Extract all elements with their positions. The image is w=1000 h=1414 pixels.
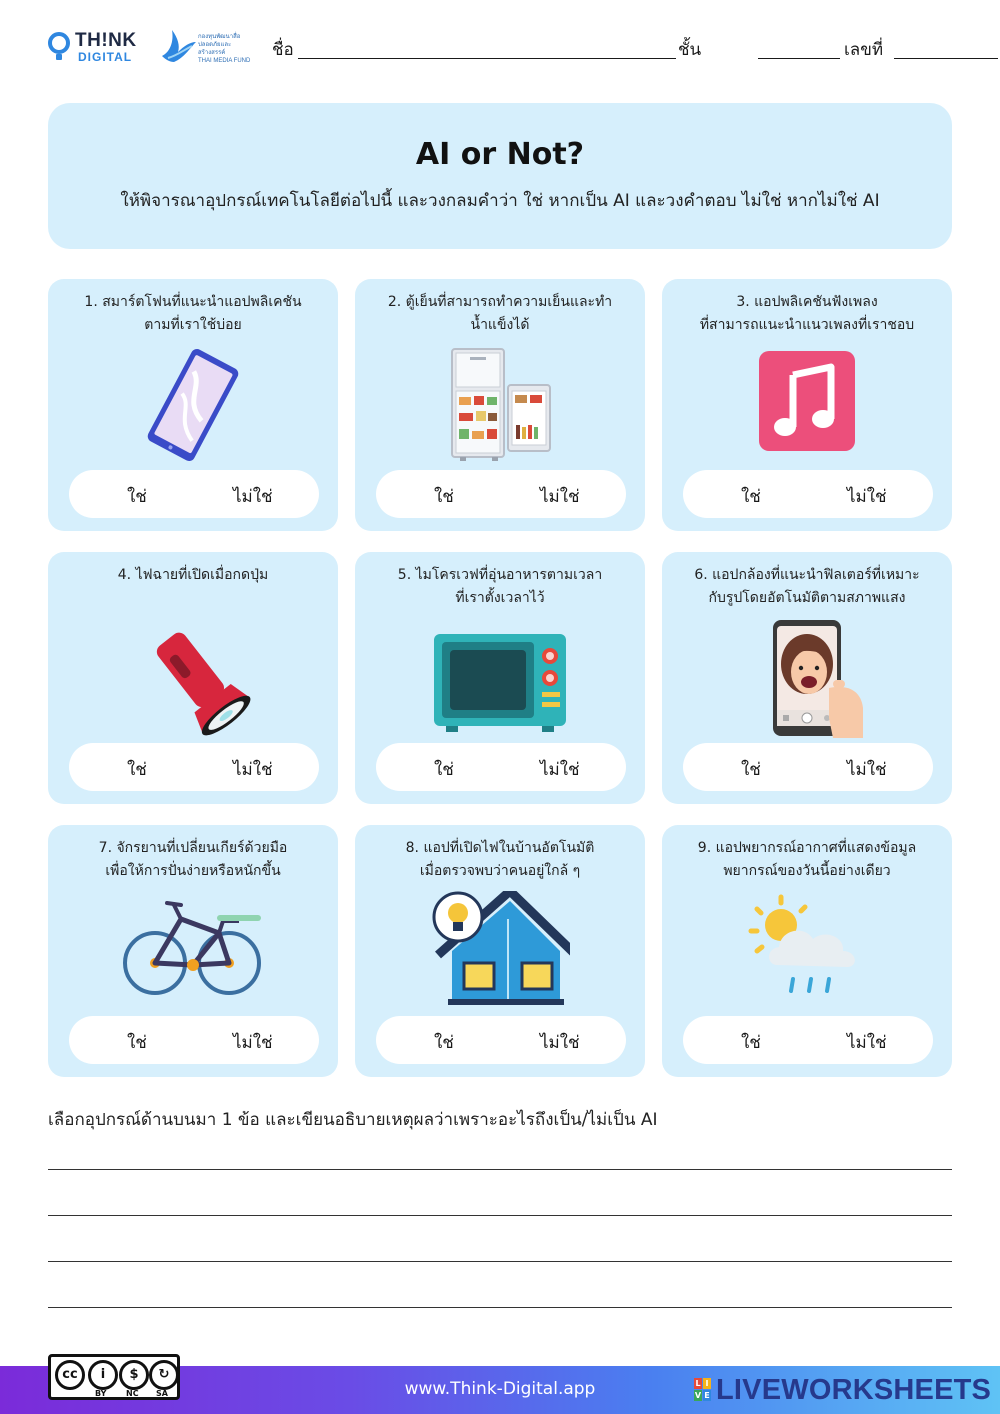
question-text: 6. แอปกล้องที่แนะนำฟิลเตอร์ที่เหมาะ (694, 567, 920, 583)
class-field[interactable] (758, 58, 840, 59)
writing-prompt: เลือกอุปกรณ์ด้านบนมา 1 ข้อ และเขียนอธิบายเหตุผลว่าเพราะอะไรถึงเป็น/ไม่เป็น AI (48, 1110, 658, 1130)
thai-media-fund-logo (158, 24, 258, 68)
question-card-2 (355, 279, 645, 531)
answer-yes[interactable]: ใช่ (434, 1033, 454, 1053)
answer-choices (376, 1016, 626, 1064)
answer-yes[interactable]: ใช่ (741, 1033, 761, 1053)
answer-no[interactable]: ไม่ใช่ (847, 1033, 887, 1053)
question-card-6 (662, 552, 952, 804)
intro-card (48, 103, 952, 249)
question-text: 7. จักรยานที่เปลี่ยนเกียร์ด้วยมือ (98, 840, 288, 856)
question-text: 4. ไฟฉายที่เปิดเมื่อกดปุ่ม (117, 567, 269, 583)
attribution-icon: i (88, 1360, 118, 1390)
question-text: 3. แอปพลิเคชันฟังเพลง (736, 294, 878, 310)
student-info-fields (272, 36, 952, 66)
bulb-ring-icon (48, 32, 70, 54)
question-card-8 (355, 825, 645, 1077)
smartphone-icon (123, 345, 263, 465)
question-text: 1. สมาร์ตโฟนที่แนะนำแอปพลิเคชัน (84, 294, 302, 310)
answer-no[interactable]: ไม่ใช่ (847, 760, 887, 780)
answer-no[interactable]: ไม่ใช่ (847, 487, 887, 507)
brand-sub: DIGITAL (78, 50, 133, 64)
question-card-3 (662, 279, 952, 531)
sharealike-icon: ↻ (149, 1360, 179, 1390)
cc-by-label: BY (95, 1389, 107, 1398)
answer-no[interactable]: ไม่ใช่ (540, 487, 580, 507)
question-card-1 (48, 279, 338, 531)
answer-no[interactable]: ไม่ใช่ (233, 1033, 273, 1053)
answer-no[interactable]: ไม่ใช่ (540, 760, 580, 780)
answer-line[interactable] (48, 1261, 952, 1262)
name-label: ชื่อ (272, 40, 294, 59)
camera-app-icon (737, 618, 877, 738)
question-text: 2. ตู้เย็นที่สามารถทำความเย็นและทำ (387, 294, 613, 310)
question-text: 9. แอปพยากรณ์อากาศที่แสดงข้อมูล (697, 840, 917, 856)
answer-choices (69, 743, 319, 791)
music-app-icon (737, 345, 877, 465)
worksheet-header (48, 24, 952, 68)
answer-yes[interactable]: ใช่ (434, 487, 454, 507)
smart-home-icon (430, 891, 570, 1011)
brand-name: TH!NK (75, 30, 137, 51)
answer-yes[interactable]: ใช่ (127, 760, 147, 780)
answer-choices (376, 743, 626, 791)
answer-yes[interactable]: ใช่ (741, 487, 761, 507)
flashlight-icon (123, 618, 263, 738)
cc-sa-label: SA (156, 1389, 168, 1398)
answer-line[interactable] (48, 1307, 952, 1308)
think-digital-logo (48, 28, 158, 64)
question-text: เพื่อให้การปั่นง่ายหรือหนักขึ้น (105, 863, 281, 879)
answer-choices (376, 470, 626, 518)
question-text: น้ำแข็งได้ (470, 317, 530, 333)
question-card-4 (48, 552, 338, 804)
answer-yes[interactable]: ใช่ (741, 760, 761, 780)
question-card-9 (662, 825, 952, 1077)
question-text: กับรูปโดยอัตโนมัติตามสภาพแสง (708, 590, 906, 606)
number-label: เลขที่ (844, 40, 884, 59)
website-link[interactable]: www.Think-Digital.app (404, 1379, 596, 1399)
question-text: ที่เราตั้งเวลาไว้ (455, 590, 545, 606)
microwave-icon (430, 618, 570, 738)
page-title: AI or Not? (415, 137, 585, 172)
question-text: เมื่อตรวจพบว่าคนอยู่ใกล้ ๆ (419, 863, 581, 879)
answer-yes[interactable]: ใช่ (127, 487, 147, 507)
answer-no[interactable]: ไม่ใช่ (540, 1033, 580, 1053)
cc-icon: cc (55, 1360, 85, 1390)
creative-commons-badge (48, 1354, 180, 1400)
answer-no[interactable]: ไม่ใช่ (233, 487, 273, 507)
number-field[interactable] (894, 58, 998, 59)
answer-choices (683, 470, 933, 518)
answer-yes[interactable]: ใช่ (127, 1033, 147, 1053)
noncommercial-icon: $ (119, 1360, 149, 1390)
question-text: พยากรณ์ของวันนี้อย่างเดียว (723, 863, 891, 879)
question-text: ตามที่เราใช้บ่อย (144, 317, 242, 333)
class-label: ชั้น (678, 40, 702, 59)
weather-icon (737, 891, 877, 1011)
answer-choices (69, 470, 319, 518)
name-field[interactable] (298, 58, 676, 59)
answer-choices (683, 1016, 933, 1064)
liveworksheets-wordmark: LIVEWORKSHEETS (716, 1374, 992, 1406)
liveworksheets-logo (694, 1374, 994, 1406)
instruction-text: ให้พิจารณาอุปกรณ์เทคโนโลยีต่อไปนี้ และวงกลมคำว่า ใช่ หากเป็น AI และวงคำตอบ ไม่ใช่ หากไม่ใช่ AI (120, 191, 880, 211)
question-card-7 (48, 825, 338, 1077)
live-badge-icon: L I V E (694, 1379, 710, 1400)
answer-no[interactable]: ไม่ใช่ (233, 760, 273, 780)
answer-yes[interactable]: ใช่ (434, 760, 454, 780)
question-text: ที่สามารถแนะนำแนวเพลงที่เราชอบ (699, 317, 915, 333)
cc-nc-label: NC (126, 1389, 139, 1398)
bicycle-icon (123, 891, 263, 1011)
question-card-5 (355, 552, 645, 804)
answer-choices (683, 743, 933, 791)
answer-line[interactable] (48, 1169, 952, 1170)
answer-line[interactable] (48, 1215, 952, 1216)
fund-text: กองทุนพัฒนาสื่อ ปลอดภัยและสร้างสรรค์ THAI MEDIA FUND (198, 34, 251, 64)
answer-choices (69, 1016, 319, 1064)
question-text: 5. ไมโครเวฟที่อุ่นอาหารตามเวลา (397, 567, 603, 583)
question-text: 8. แอปที่เปิดไฟในบ้านอัตโนมัติ (405, 840, 595, 856)
refrigerator-icon (430, 345, 570, 465)
bird-icon (158, 26, 198, 66)
